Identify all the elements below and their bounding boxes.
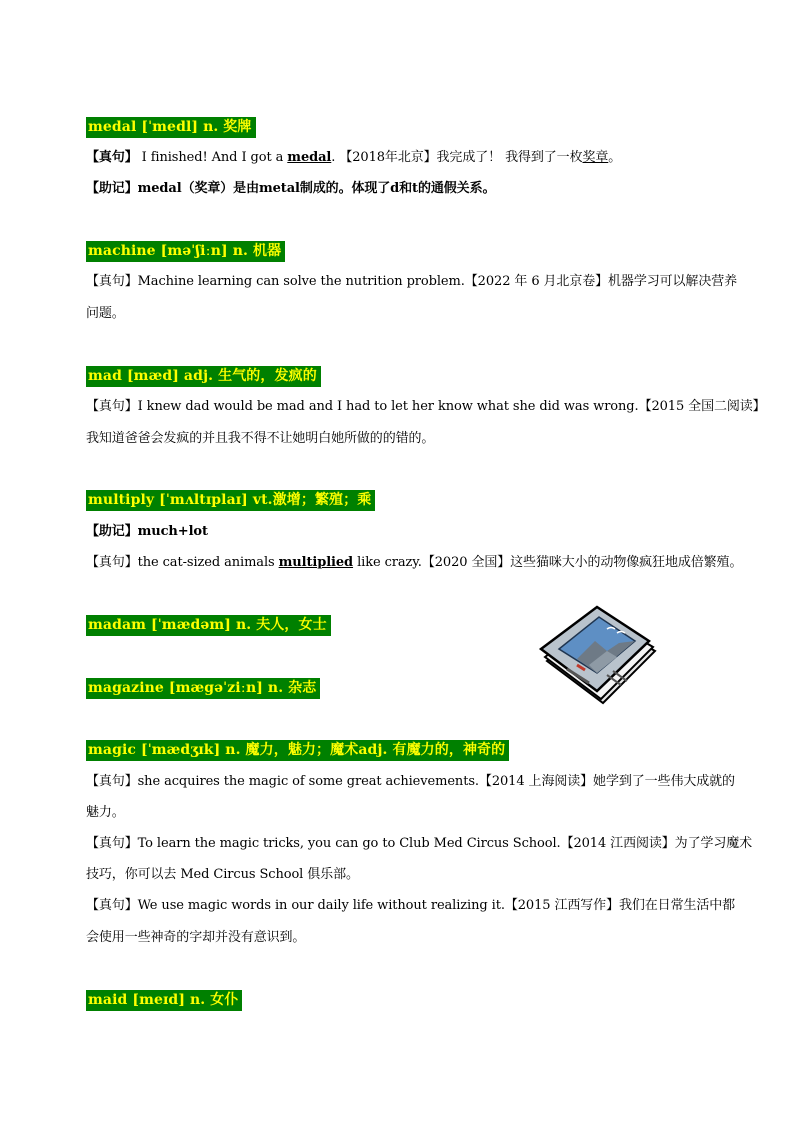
sentence-mad-line2: 我知道爸爸会发疯的并且我不得不让她明白她所做的的错的。 (86, 431, 435, 446)
sentence-machine-line1: 【真句】Machine learning can solve the nutrition problem.【2022 年 6 月北京卷】机器学习可以解决营养 (86, 274, 738, 289)
entry-header-maid: maid [meɪd] n. 女仆 (86, 990, 242, 1011)
text: 。 (608, 150, 622, 165)
highlight-word-cn: 奖章 (582, 150, 609, 165)
sentence-magic-3-line1: 【真句】We use magic words in our daily life without realizing it.【2015 江西写作】我们在日常生活中都 (86, 898, 736, 913)
entry-header-medal: medal [ˈmedl] n. 奖牌 (86, 117, 256, 138)
entry-header-mad: mad [mæd] adj. 生气的，发疯的 (86, 366, 321, 387)
sentence-magic-1-line1: 【真句】she acquires the magic of some great achievements.【2014 上海阅读】她学到了一些伟大成就的 (86, 774, 735, 789)
entry-header-magazine: magazine [mægəˈziːn] n. 杂志 (86, 678, 320, 699)
sentence-magic-2-line2: 技巧，你可以去 Med Circus School 俱乐部。 (86, 867, 359, 882)
entry-header-multiply: multiply [ˈmʌltɪplaɪ] vt.激增；繁殖；乘 (86, 490, 375, 511)
highlight-word: multiplied (278, 555, 354, 570)
highlight-word: medal (287, 150, 332, 165)
sentence-mad-line1: 【真句】I knew dad would be mad and I had to let her know what she did was wrong.【2015 全国二阅读】 (86, 399, 766, 414)
text: . 【2018年北京】我完成了！ 我得到了一枚 (331, 150, 583, 165)
sentence-magic-3-line2: 会使用一些神奇的字却并没有意识到。 (86, 930, 306, 945)
sentence-magic-1-line2: 魅力。 (86, 805, 125, 820)
text: 【真句】the cat-sized animals (86, 555, 279, 570)
text: like crazy.【2020 全国】这些猫咪大小的动物像疯狂地成倍繁殖。 (353, 555, 743, 570)
tag: 【真句】 (86, 150, 138, 165)
sentence-machine-line2: 问题。 (86, 306, 125, 321)
magazine-illustration (537, 599, 660, 719)
magazine-icon (537, 599, 660, 719)
sentence-magic-2-line1: 【真句】To learn the magic tricks, you can go to Club Med Circus School.【2014 江西阅读】为了学习魔术 (86, 836, 753, 851)
text: I finished! And I got a (137, 150, 288, 165)
entry-header-machine: machine [məˈʃiːn] n. 机器 (86, 241, 285, 262)
mnemonic-multiply: 【助记】much+lot (86, 524, 208, 539)
sentence-multiply (86, 554, 742, 572)
entry-header-madam: madam [ˈmædəm] n. 夫人，女士 (86, 615, 331, 636)
entry-header-magic: magic [ˈmædʒɪk] n. 魔力，魅力；魔术adj. 有魔力的，神奇的 (86, 740, 509, 761)
sentence-medal (86, 149, 621, 167)
mnemonic-medal: 【助记】medal（奖章）是由metal制成的。体现了d和t的通假关系。 (86, 181, 496, 196)
